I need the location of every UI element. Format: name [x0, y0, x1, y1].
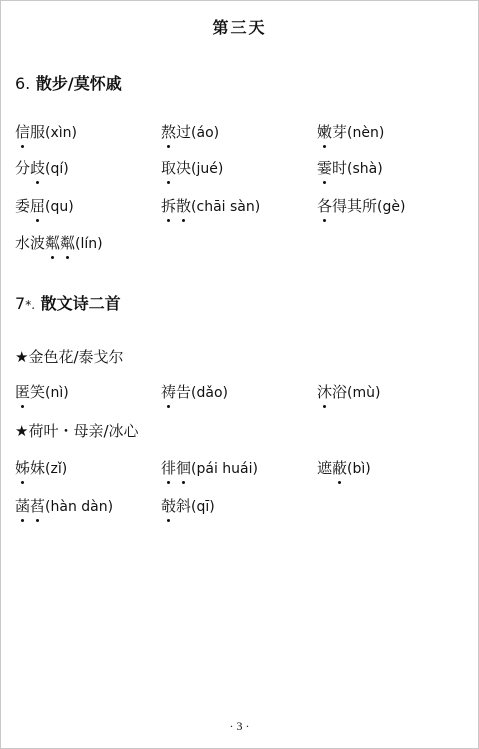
vocab-item: 遮蔽(bì) — [317, 459, 371, 477]
vocab-item: 委屈(qu) — [15, 197, 74, 215]
vocab-item: 分歧(qí) — [15, 159, 69, 177]
vocab-item: 拆散(chāi sàn) — [161, 197, 261, 215]
vocab-item: 祷告(dǎo) — [161, 383, 228, 401]
vocab-item: 霎时(shà) — [317, 159, 383, 177]
vocab-item: 沐浴(mù) — [317, 383, 381, 401]
lesson-6-title: 散步/莫怀戚 — [35, 74, 122, 93]
lesson-6-heading — [15, 71, 122, 94]
vocab-item: 水波粼粼(lín) — [15, 234, 103, 252]
vocab-item: 姊妹(zǐ) — [15, 459, 68, 477]
vocab-item: 匿笑(nì) — [15, 383, 69, 401]
lesson-7-heading — [15, 291, 121, 314]
page-number: · 3 · — [229, 719, 250, 733]
vocab-item: 徘徊(pái huái) — [161, 459, 258, 477]
lesson-6-number: 6. — [15, 74, 31, 93]
vocab-item: 取决(jué) — [161, 159, 224, 177]
vocab-item: 信服(xìn) — [15, 123, 78, 141]
vocab-item: 熬过(áo) — [161, 123, 220, 141]
lesson-7-mark: *. — [25, 298, 36, 312]
vocab-item: 各得其所(gè) — [317, 197, 406, 215]
poem-1-heading: ★金色花/泰戈尔 — [15, 348, 124, 366]
vocab-item: 嫩芽(nèn) — [317, 123, 385, 141]
page-title: 第三天 — [212, 18, 267, 37]
vocab-item: 菡萏(hàn dàn) — [15, 497, 114, 515]
lesson-7-title: 散文诗二首 — [40, 294, 121, 313]
lesson-7-number: 7 — [15, 294, 26, 313]
vocab-item: 攲斜(qī) — [161, 497, 215, 515]
poem-2-heading: ★荷叶・母亲/冰心 — [15, 422, 139, 440]
